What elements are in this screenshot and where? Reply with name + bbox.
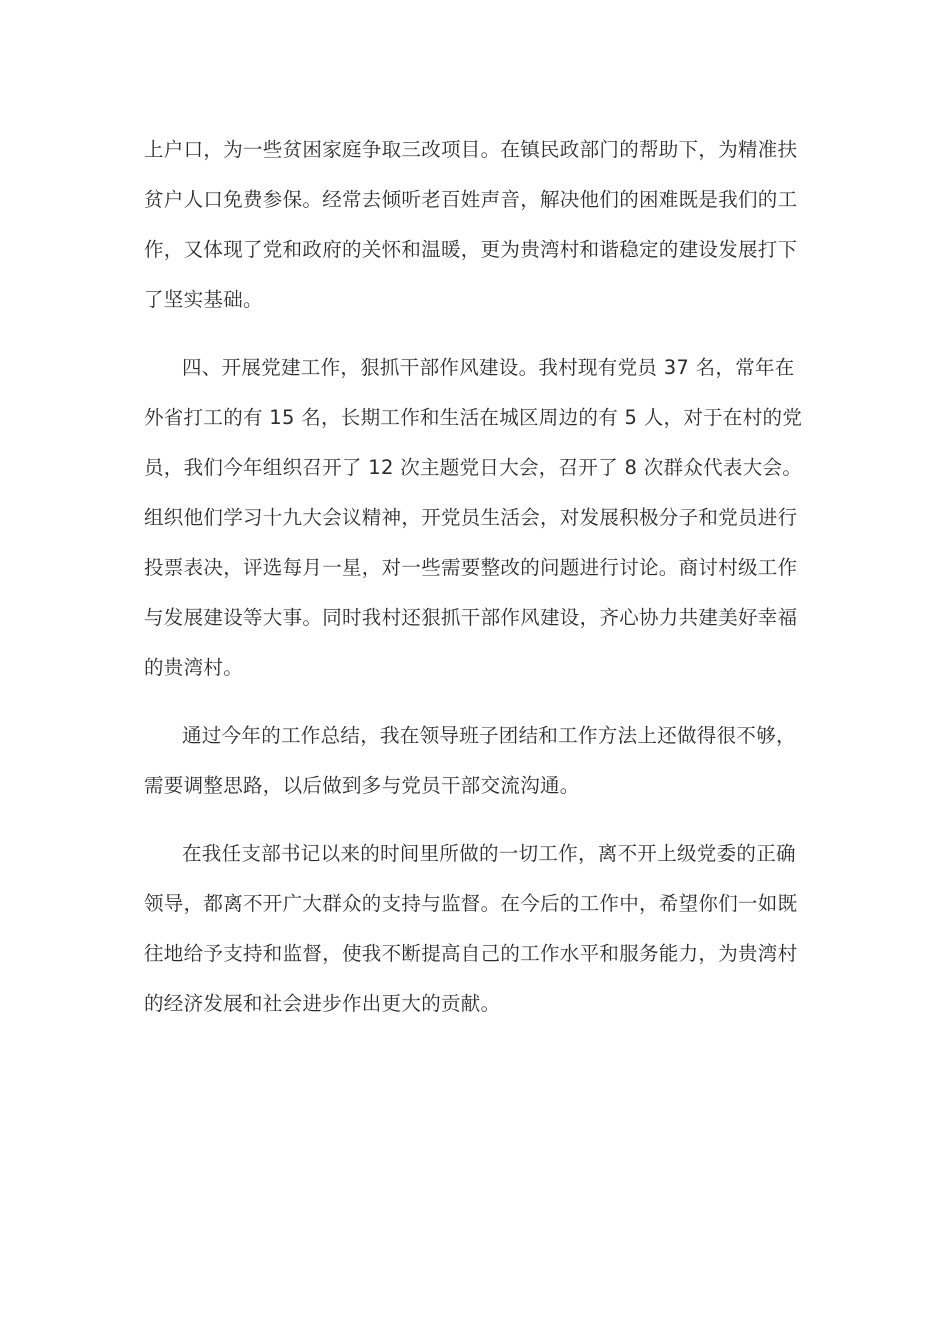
document-body (144, 125, 812, 1029)
paragraph-self-assessment: 通过今年的工作总结，我在领导班子团结和工作方法上还做得很不够，需要调整思路，以后做到多与党员干部交流沟通。 (144, 724, 796, 797)
paragraph-closing: 在我任支部书记以来的时间里所做的一切工作，离不开上级党委的正确领导，都离不开广大群众的支持与监督。在今后的工作中，希望你们一如既往地给予支持和监督，使我不断提高自己的工作水平和服务能力，为贵湾村的经济发展和社会进步作出更大的贡献。 (144, 842, 798, 1015)
paragraph-poverty-relief: 上户口，为一些贫困家庭争取三改项目。在镇民政部门的帮助下，为精准扶贫户人口免费参保。经常去倾听老百姓声音，解决他们的困难既是我们的工作，又体现了党和政府的关怀和温暖，更为贵湾村和谐稳定的建设发展打下了坚实基础。 (144, 138, 798, 311)
paragraph-party-building: 四、开展党建工作，狠抓干部作风建设。我村现有党员 37 名，常年在外省打工的有 15 名，长期工作和生活在城区周边的有 5 人，对于在村的党员，我们今年组织召开了 12 次主题党日大会，召开了 8 次群众代表大会。组织他们学习十九大会议精神，开党员生活会，对发展积极分子和党员进行投票表决，评选每月一星，对一些需要整改的问题进行讨论。商讨村级工作与发展建设等大事。同时我村还狠抓干部作风建设，齐心协力共建美好幸福的贵湾村。 (144, 356, 803, 679)
